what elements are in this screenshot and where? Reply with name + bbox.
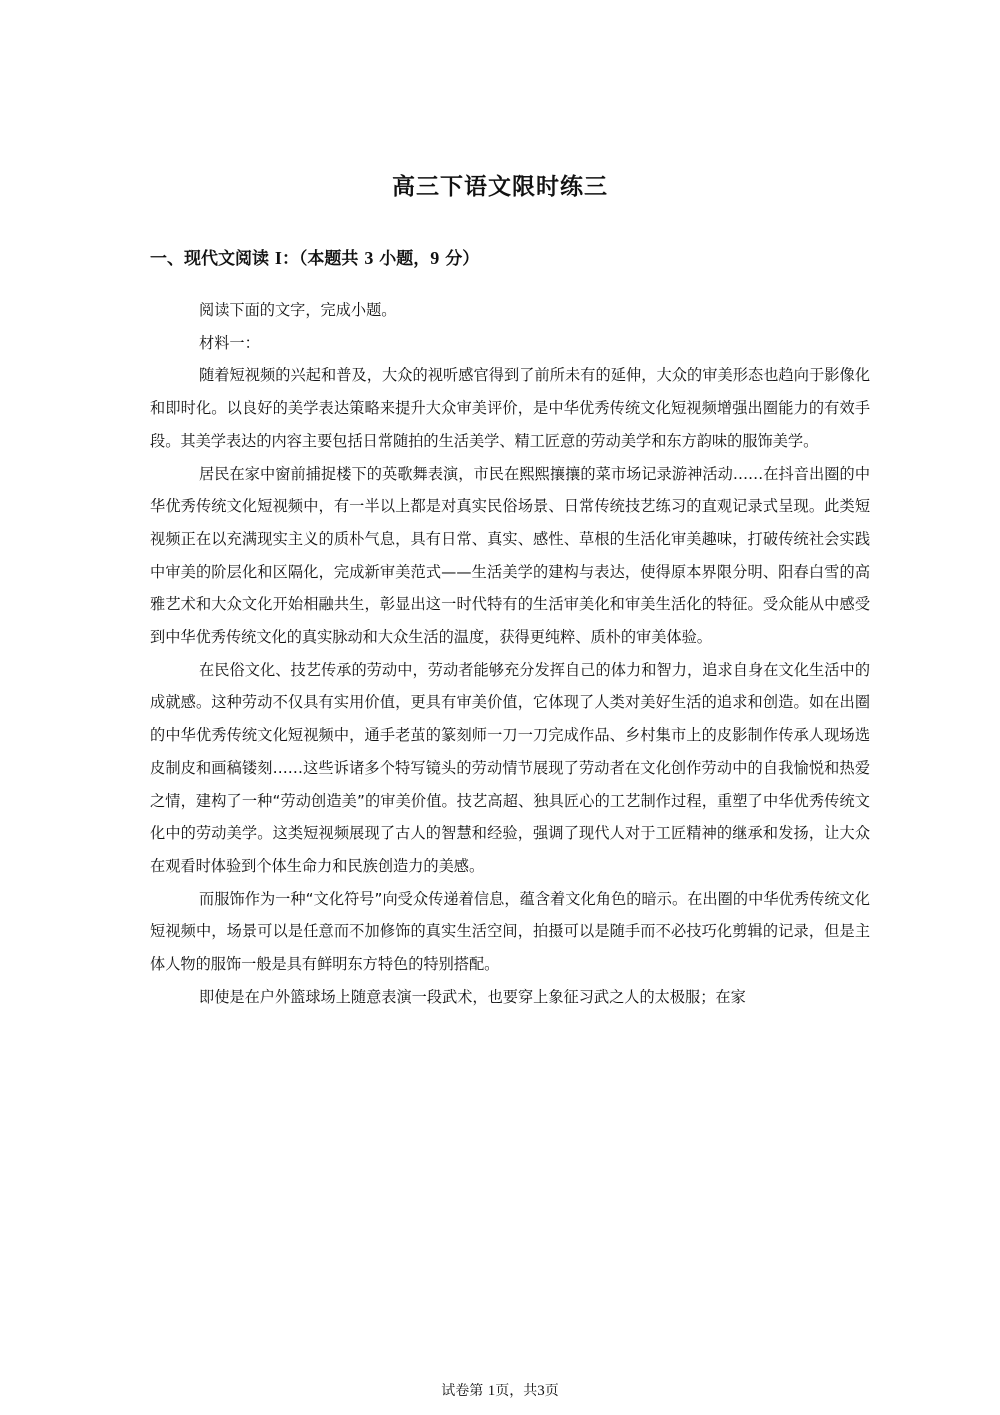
material-label: 材料一： — [199, 333, 260, 352]
page-footer — [0, 1380, 1000, 1400]
section-heading-roman: I — [274, 248, 282, 268]
footer-prefix: 试卷第 — [441, 1383, 488, 1399]
footer-middle: 页，共 — [495, 1383, 538, 1399]
section-heading-middle: ：（本题共 — [281, 249, 365, 269]
section-heading — [150, 244, 870, 269]
question-count: 3 — [364, 248, 374, 268]
page-title: 高三下语文限时练三 — [392, 174, 608, 200]
score-value: 9 — [430, 248, 440, 268]
passage-paragraph-2: 居民在家中窗前捕捉楼下的英歌舞表演，市民在熙熙攘攘的菜市场记录游神活动……在抖音出圈的中华优秀传统文化短视频中，有一半以上都是对真实民俗场景、日常传统技艺练习的直观记录式呈现。此类短视频正在以充满现实主义的质朴气息，具有日常、真实、感性、草根的生活化审美趣味，打破传统社会实践中审美的阶层化和区隔化，完成新审美范式——生活美学的建构与表达，使得原本界限分明、阳春白雪的高雅艺术和大众文化开始相融共生，彰显出这一时代特有的生活审美化和审美生活化的特征。受众能从中感受到中华优秀传统文化的真实脉动和大众生活的温度，获得更纯粹、质朴的审美体验。 — [150, 464, 870, 647]
passage-paragraph-4: 而服饰作为一种“文化符号”向受众传递着信息，蕴含着文化角色的暗示。在出圈的中华优秀传统文化短视频中，场景可以是任意而不加修饰的真实生活空间，拍摄可以是随手而不必技巧化剪辑的记录，但是主体人物的服饰一般是具有鲜明东方特色的特别搭配。 — [150, 889, 870, 974]
section-heading-prefix: 一、现代文阅读 — [150, 249, 275, 269]
footer-page-number: 1 — [487, 1383, 496, 1399]
footer-suffix: 页 — [544, 1383, 559, 1399]
passage-paragraph-1: 随着短视频的兴起和普及，大众的视听感官得到了前所未有的延伸，大众的审美形态也趋向于影像化和即时化。以良好的美学表达策略来提升大众审美评价，是中华优秀传统文化短视频增强出圈能力的有效手段。其美学表达的内容主要包括日常随拍的生活美学、精工匠意的劳动美学和东方韵味的服饰美学。 — [150, 366, 870, 450]
section-heading-middle2: 小题， — [373, 249, 431, 269]
section-heading-suffix: 分） — [439, 249, 480, 269]
footer-total-pages: 3 — [537, 1383, 545, 1399]
instruction-text: 阅读下面的文字，完成小题。 — [199, 301, 397, 319]
passage-paragraph-5: 即使是在户外篮球场上随意表演一段武术，也要穿上象征习武之人的太极服；在家 — [199, 987, 746, 1006]
reading-passage — [150, 294, 870, 1013]
passage-paragraph-3: 在民俗文化、技艺传承的劳动中，劳动者能够充分发挥自己的体力和智力，追求自身在文化生活中的成就感。这种劳动不仅具有实用价值，更具有审美价值，它体现了人类对美好生活的追求和创造。如在出圈的中华优秀传统文化短视频中，通手老茧的篆刻师一刀一刀完成作品、乡村集市上的皮影制作传承人现场选皮制皮和画稿镂刻……这些诉诸多个特写镜头的劳动情节展现了劳动者在文化创作劳动中的自我愉悦和热爱之情，建构了一种“劳动创造美”的审美价值。技艺高超、独具匠心的工艺制作过程，重塑了中华优秀传统文化中的劳动美学。这类短视频展现了古人的智慧和经验，强调了现代人对于工匠精神的继承和发扬，让大众在观看时体验到个体生命力和民族创造力的美感。 — [150, 660, 870, 875]
